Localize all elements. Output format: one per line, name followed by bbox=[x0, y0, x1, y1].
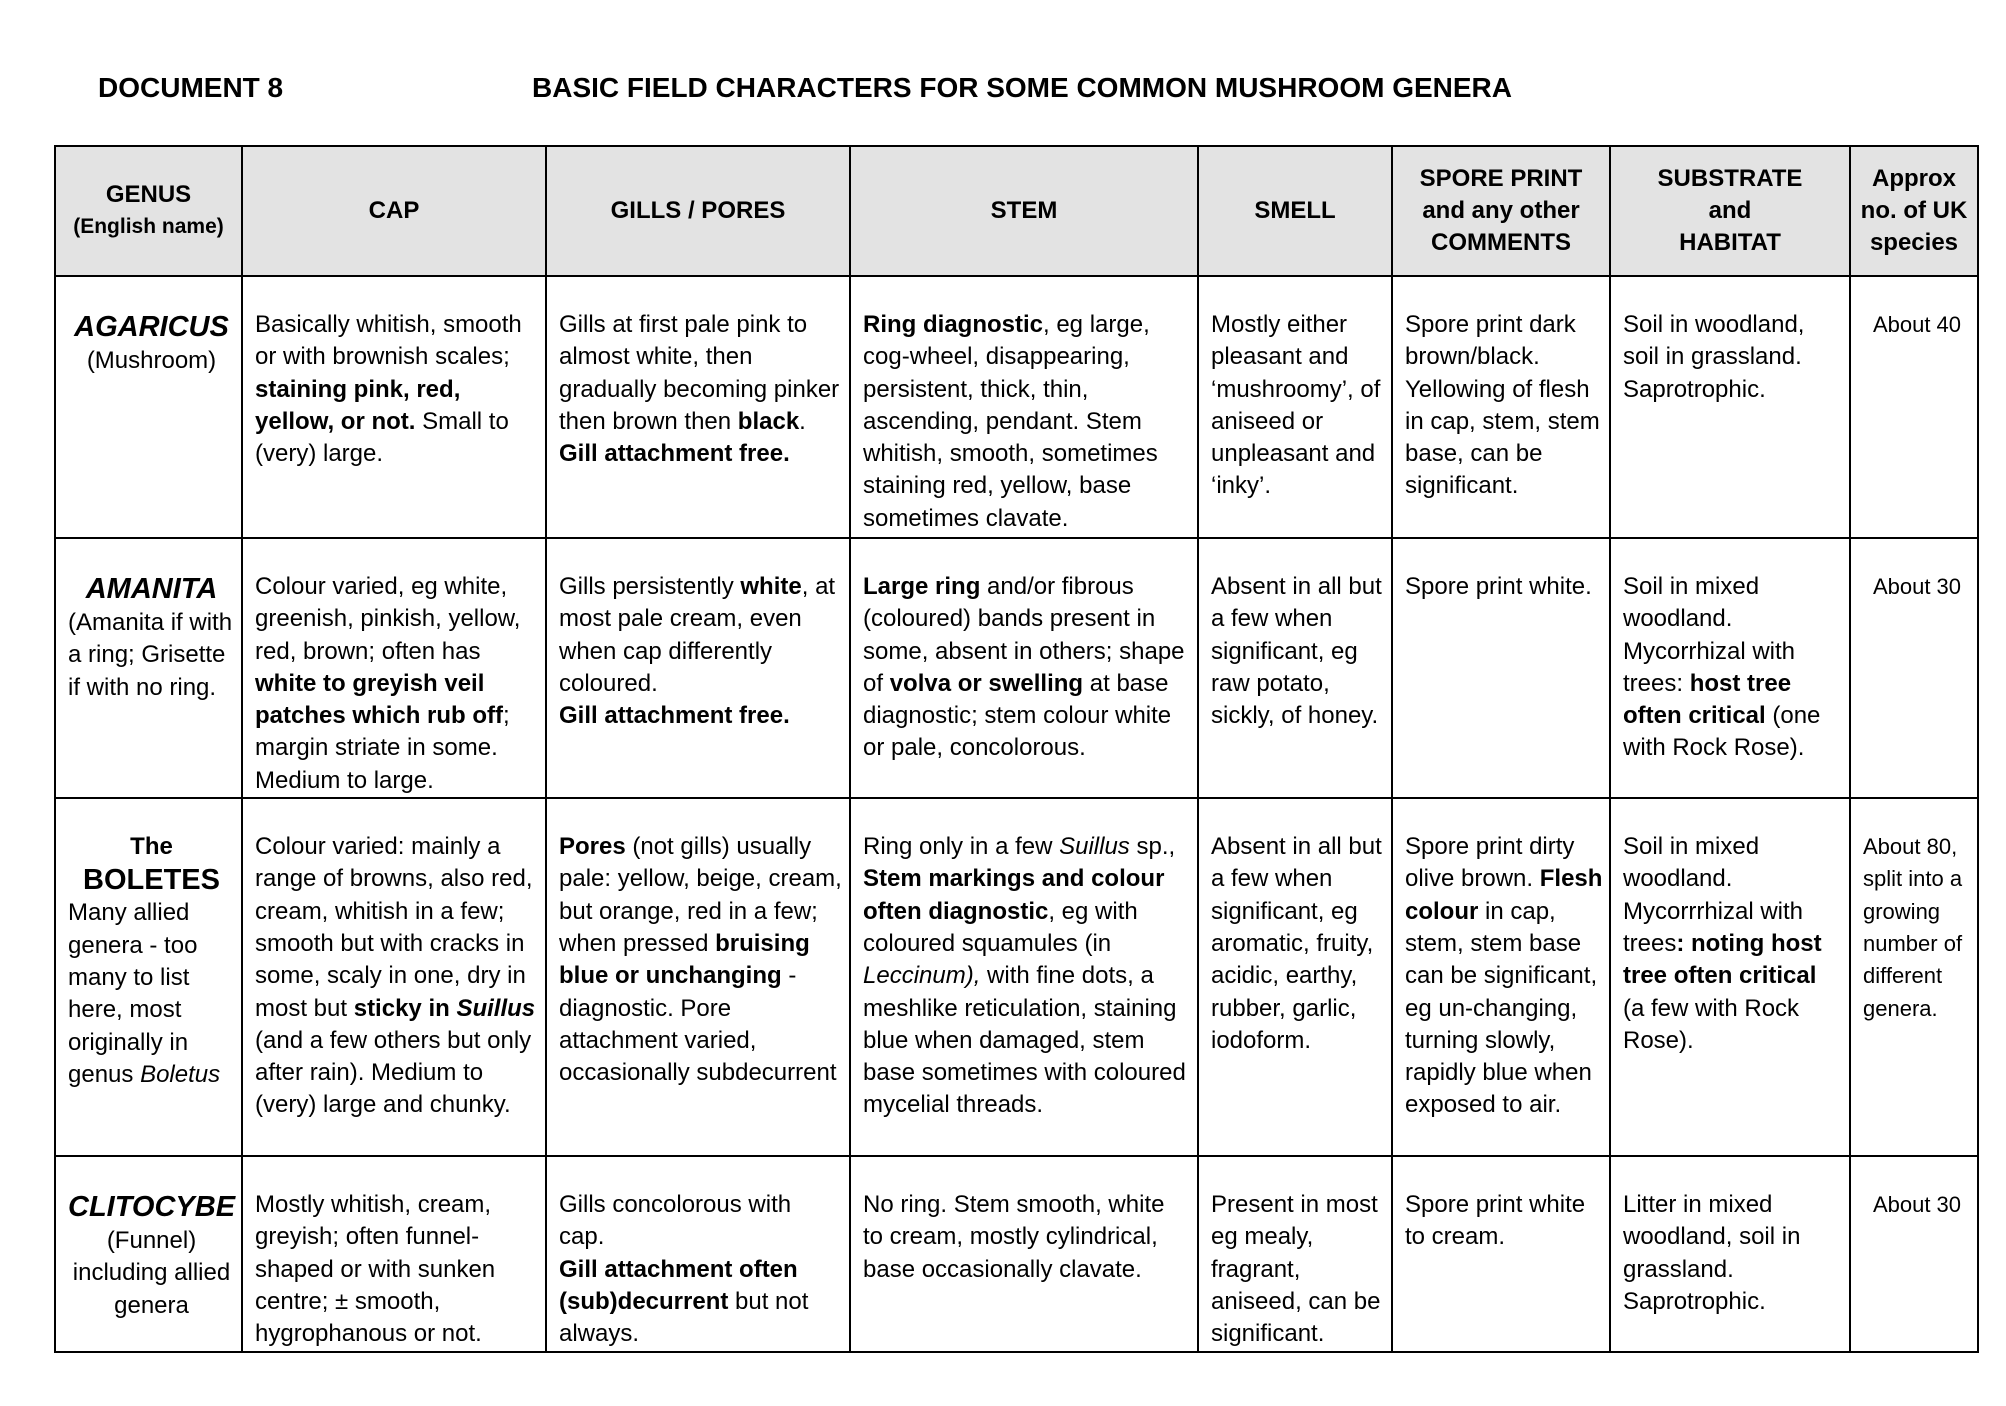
spore-cell: Spore print dark brown/black. Yellowing of flesh in cap, stem, stem base, can be significant. bbox=[1392, 276, 1610, 538]
genus-english-name bbox=[68, 897, 235, 1091]
gills-text: but not always. bbox=[559, 1287, 809, 1348]
spore-header-line-1: SPORE PRINT bbox=[1419, 164, 1583, 192]
cap-text: (and a few others but only after rain). Medium to (very) large and chunky. bbox=[255, 1026, 532, 1119]
gills-text: (not gills) usually pale: yellow, beige, cream, but orange, red in a few; when pressed bbox=[559, 833, 842, 957]
smell-cell: Absent in all but a few when significant, eg aromatic, fruity, acidic, earthy, rubber, garlic, iodoform. bbox=[1198, 798, 1392, 1156]
spore-cell bbox=[1392, 798, 1610, 1156]
spore-text: in cap, stem, stem base can be significant, eg un-changing, turning slowly, rapidly blue when exposed to air. bbox=[1405, 897, 1598, 1119]
substrate-cell bbox=[1610, 798, 1850, 1156]
genus-cell bbox=[55, 798, 242, 1156]
col-header-gills: GILLS / PORES bbox=[546, 146, 850, 276]
table-row bbox=[55, 538, 1978, 798]
gills-cell bbox=[546, 1156, 850, 1352]
stem-cell: No ring. Stem smooth, white to cream, mostly cylindrical, base occasionally clavate. bbox=[850, 1156, 1198, 1352]
spore-header-line-2: and any other bbox=[1422, 196, 1580, 224]
substrate-bold-text: : noting host tree often critical bbox=[1623, 929, 1822, 990]
stem-text: , eg with coloured squamules (in bbox=[863, 897, 1138, 957]
cap-cell bbox=[242, 276, 546, 538]
cap-cell: Mostly whitish, cream, greyish; often funnel-shaped or with sunken centre; ± smooth, hygrophanous or not. bbox=[242, 1156, 546, 1352]
stem-bold-text: Large ring bbox=[863, 573, 981, 600]
approx-header-line-1: Approx bbox=[1872, 164, 1956, 192]
spore-text: Spore print dirty olive brown. bbox=[1405, 833, 1575, 893]
genus-cell bbox=[55, 538, 242, 798]
gills-bold-text: Gill attachment free. bbox=[559, 702, 790, 730]
gills-text: . bbox=[799, 407, 806, 435]
stem-text: and/or fibrous (coloured) bands present in some, absent in others; shape of bbox=[863, 573, 1185, 697]
cap-text: Small to (very) large. bbox=[255, 407, 509, 468]
approx-cell: About 30 bbox=[1850, 538, 1978, 798]
stem-cell bbox=[850, 798, 1198, 1156]
genera-table bbox=[54, 145, 1979, 1353]
substrate-bold-text: host tree often critical bbox=[1623, 669, 1792, 730]
genus-cell bbox=[55, 276, 242, 538]
cap-bold-italic-text: Suillus bbox=[456, 994, 536, 1022]
gills-cell bbox=[546, 276, 850, 538]
spore-header-line-3: COMMENTS bbox=[1431, 229, 1571, 257]
substrate-cell: Litter in mixed woodland, soil in grassland. Saprotrophic. bbox=[1610, 1156, 1850, 1352]
gills-text: , at most pale cream, even when cap differently coloured. bbox=[559, 573, 836, 697]
approx-header-line-3: species bbox=[1869, 229, 1959, 257]
gills-bold-text: white bbox=[740, 573, 802, 600]
col-header-genus bbox=[55, 146, 242, 276]
cap-cell bbox=[242, 798, 546, 1156]
substrate-header-line-2: and bbox=[1708, 196, 1752, 224]
genus-name: BOLETES bbox=[83, 864, 220, 897]
gills-cell bbox=[546, 538, 850, 798]
genus-header-sublabel: (English name) bbox=[73, 215, 224, 238]
genus-english-name: (Funnel) including allied genera bbox=[72, 1227, 231, 1319]
genus-prefix: The bbox=[130, 833, 173, 861]
table-row bbox=[55, 1156, 1978, 1352]
stem-text: , eg large, cog-wheel, disappearing, persistent, thick, thin, ascending, pendant. Stem whitish, smooth, sometimes staining red, yellow, base sometimes clavate. bbox=[863, 311, 1158, 532]
stem-text: Ring only in a few bbox=[863, 833, 1060, 861]
substrate-text: (one with Rock Rose). bbox=[1623, 702, 1821, 762]
genus-cell bbox=[55, 1156, 242, 1352]
cap-text: Basically whitish, smooth or with brownish scales; bbox=[255, 311, 522, 371]
col-header-spore bbox=[1392, 146, 1610, 276]
gills-bold-text: Gill attachment free. bbox=[559, 440, 790, 468]
genus-name: AMANITA bbox=[85, 573, 218, 605]
genus-name: CLITOCYBE bbox=[68, 1191, 236, 1224]
approx-cell: About 30 bbox=[1850, 1156, 1978, 1352]
gills-text: Gills concolorous with cap. bbox=[559, 1191, 792, 1251]
gills-text: Gills at first pale pink to almost white, then gradually becoming pinker then brown then bbox=[559, 311, 840, 435]
cap-bold-text: sticky in bbox=[353, 994, 457, 1022]
approx-cell: About 40 bbox=[1850, 276, 1978, 538]
cap-text: ; margin striate in some. Medium to large. bbox=[255, 702, 510, 794]
genus-english-name: (Mushroom) bbox=[86, 347, 217, 374]
substrate-cell: Soil in woodland, soil in grassland. Saprotrophic. bbox=[1610, 276, 1850, 538]
document-header bbox=[98, 72, 1946, 112]
stem-bold-text: Ring diagnostic bbox=[863, 311, 1043, 338]
spore-bold-text: Flesh colour bbox=[1405, 865, 1603, 925]
col-header-smell: SMELL bbox=[1198, 146, 1392, 276]
col-header-stem: STEM bbox=[850, 146, 1198, 276]
stem-text: sp., bbox=[1129, 833, 1176, 861]
stem-text: at base diagnostic; stem colour white or pale, concolorous. bbox=[863, 669, 1172, 762]
stem-italic-text: Suillus bbox=[1059, 833, 1130, 861]
substrate-header-line-3: HABITAT bbox=[1679, 229, 1781, 257]
substrate-header-line-1: SUBSTRATE bbox=[1657, 164, 1803, 192]
genus-note-text: Many allied genera - too many to list here, most originally in genus bbox=[68, 899, 198, 1088]
table-row bbox=[55, 798, 1978, 1156]
header-row bbox=[55, 146, 1978, 276]
gills-bold-text: black bbox=[737, 407, 800, 435]
stem-bold-text: Stem markings and colour often diagnostic bbox=[863, 865, 1165, 925]
genus-english-name: (Amanita if with a ring; Grisette if with no ring. bbox=[68, 609, 233, 701]
cap-bold-text: white to greyish veil patches which rub off bbox=[255, 669, 504, 730]
document-number: DOCUMENT 8 bbox=[98, 72, 284, 103]
gills-bold-text: bruising blue or unchanging bbox=[559, 929, 810, 990]
document-title: BASIC FIELD CHARACTERS FOR SOME COMMON MUSHROOM GENERA bbox=[532, 72, 1512, 103]
gills-text: - diagnostic. Pore attachment varied, occasionally subdecurrent bbox=[559, 962, 837, 1087]
smell-cell: Absent in all but a few when significant, eg raw potato, sickly, of honey. bbox=[1198, 538, 1392, 798]
genus-name: AGARICUS bbox=[74, 311, 229, 343]
gills-text: Gills persistently bbox=[559, 573, 741, 600]
genus-header-label: GENUS bbox=[105, 180, 192, 208]
gills-cell bbox=[546, 798, 850, 1156]
cap-cell bbox=[242, 538, 546, 798]
table-row bbox=[55, 276, 1978, 538]
substrate-text: (a few with Rock Rose). bbox=[1623, 994, 1800, 1054]
stem-cell bbox=[850, 276, 1198, 538]
col-header-substrate bbox=[1610, 146, 1850, 276]
stem-text: with fine dots, a meshlike reticulation, staining blue when damaged, stem base sometimes with coloured mycelial threads. bbox=[863, 962, 1186, 1119]
cap-bold-text: staining pink, red, yellow, or not. bbox=[255, 375, 461, 435]
smell-cell: Mostly either pleasant and ‘mushroomy’, of aniseed or unpleasant and ‘inky’. bbox=[1198, 276, 1392, 538]
stem-cell bbox=[850, 538, 1198, 798]
gills-bold-text: Pores bbox=[559, 833, 626, 861]
smell-cell: Present in most eg mealy, fragrant, aniseed, can be significant. bbox=[1198, 1156, 1392, 1352]
approx-header-line-2: no. of UK bbox=[1860, 196, 1968, 224]
spore-cell: Spore print white. bbox=[1392, 538, 1610, 798]
cap-text: Colour varied, eg white, greenish, pinkish, yellow, red, brown; often has bbox=[255, 573, 521, 665]
substrate-cell bbox=[1610, 538, 1850, 798]
approx-cell: About 80, split into a growing number of different genera. bbox=[1850, 798, 1978, 1156]
stem-italic-text: Leccinum), bbox=[863, 962, 981, 990]
cap-text: Colour varied: mainly a range of browns, also red, cream, whitish in a few; smooth but with cracks in some, scaly in one, dry in most but bbox=[255, 833, 533, 1022]
col-header-approx bbox=[1850, 146, 1978, 276]
genus-note-italic: Boletus bbox=[140, 1060, 221, 1088]
gills-bold-text: Gill attachment often (sub)decurrent bbox=[559, 1255, 798, 1315]
substrate-text: Soil in mixed woodland. Mycorrhizal with trees: bbox=[1623, 573, 1796, 697]
stem-bold-text: volva or swelling bbox=[889, 669, 1084, 697]
spore-cell: Spore print white to cream. bbox=[1392, 1156, 1610, 1352]
substrate-text: Soil in mixed woodland. Mycorrrhizal with trees bbox=[1623, 833, 1804, 957]
col-header-cap: CAP bbox=[242, 146, 546, 276]
